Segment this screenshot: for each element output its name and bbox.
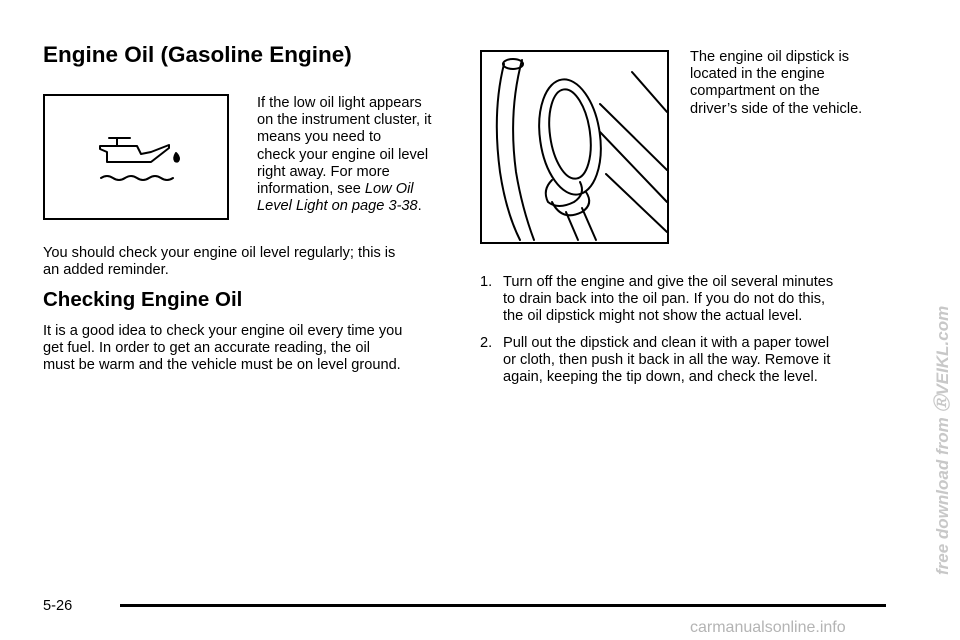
- low-oil-light-text: [257, 95, 457, 215]
- list-item: [480, 274, 900, 326]
- reminder-paragraph: [43, 245, 463, 279]
- text-line: the oil dipstick might not show the actual level.: [503, 308, 803, 325]
- text-line: means you need to: [257, 129, 382, 146]
- cross-reference-link[interactable]: Low Oil: [364, 181, 414, 198]
- dipstick-location-text: [690, 49, 920, 118]
- text-line: get fuel. In order to get an accurate reading, the oil: [43, 340, 370, 357]
- text-line: You should check your engine oil level regularly; this is: [43, 245, 396, 261]
- dipstick-figure: [480, 50, 669, 244]
- footer-watermark: carmanualsonline.info: [690, 619, 846, 636]
- text-line: to drain back into the oil pan. If you do not do this,: [503, 291, 826, 308]
- text-line: [257, 198, 457, 215]
- text-line: an added reminder.: [43, 262, 169, 279]
- step-number: 1.: [480, 274, 493, 290]
- text-line: Turn off the engine and give the oil several minutes: [503, 274, 834, 290]
- side-watermark: free download from ⓇVEIKL.com: [933, 305, 952, 575]
- procedure-steps: [480, 274, 900, 395]
- text-line: check your engine oil level: [257, 146, 429, 163]
- text-line: Pull out the dipstick and clean it with a paper towel: [503, 334, 830, 351]
- text-fragment: .: [417, 198, 422, 215]
- footer-rule: [120, 604, 886, 607]
- text-line: It is a good idea to check your engine oil every time you: [43, 323, 403, 339]
- text-line: If the low oil light appears: [257, 95, 422, 111]
- oil-can-icon: [45, 96, 227, 218]
- text-line: located in the engine: [690, 66, 825, 83]
- text-line: again, keeping the tip down, and check the level.: [503, 369, 818, 386]
- step-number: 2.: [480, 334, 493, 351]
- list-item: [480, 335, 900, 387]
- checking-paragraph: [43, 323, 463, 375]
- text-line: compartment on the: [690, 83, 820, 100]
- page-title: Engine Oil (Gasoline Engine): [43, 42, 352, 67]
- page-number: 5-26: [43, 598, 73, 614]
- cross-reference-link[interactable]: Level Light on page 3-38: [257, 198, 418, 215]
- text-line: The engine oil dipstick is: [690, 49, 849, 65]
- text-line: right away. For more: [257, 163, 390, 180]
- section-heading: Checking Engine Oil: [43, 288, 243, 311]
- dipstick-illustration: [482, 52, 667, 242]
- text-line: on the instrument cluster, it: [257, 112, 432, 129]
- text-fragment: information, see: [257, 181, 365, 198]
- text-line: or cloth, then push it back in all the way. Remove it: [503, 351, 831, 368]
- oil-light-figure: [43, 94, 229, 220]
- text-line: driver’s side of the vehicle.: [690, 100, 863, 117]
- text-line: must be warm and the vehicle must be on level ground.: [43, 357, 401, 374]
- text-line: [257, 181, 457, 198]
